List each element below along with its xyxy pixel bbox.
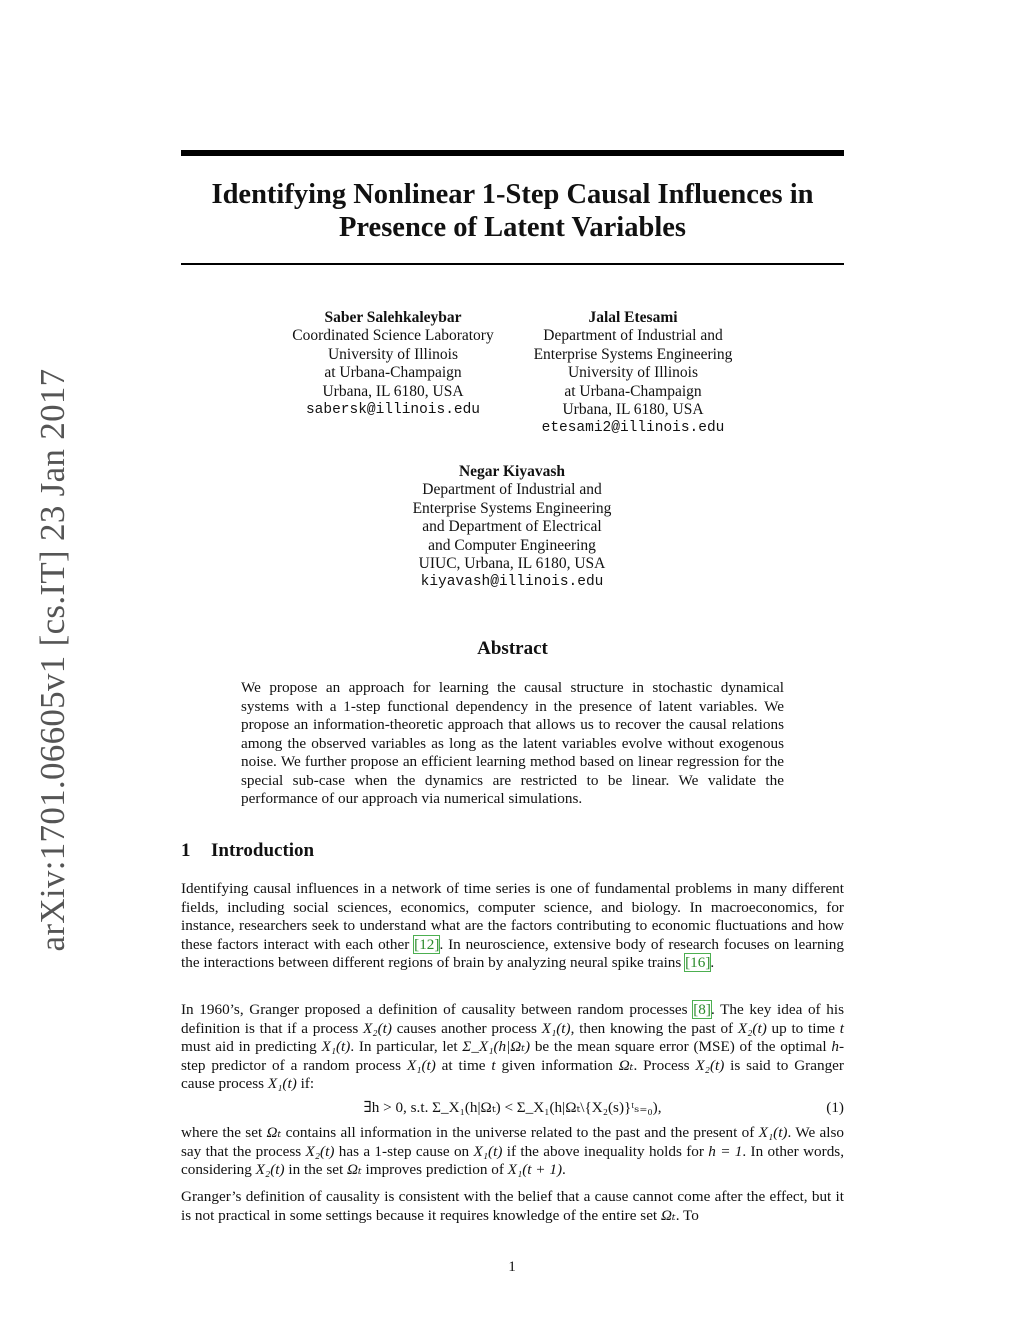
text-run: contains all information in the universe related to the past and the present of: [281, 1124, 759, 1141]
text-run: Identifying causal influences in a network of time series is one of fundamental problems in many different fields, including social sciences, economics, computer science, and biology. In macroeconomics, for instance, researchers seek to understand what are the factors contributing to economic fluctuations and how these factors interact with each other: [181, 880, 844, 953]
text-run: In 1960’s, Granger proposed a definition of causality between random processes: [181, 1001, 694, 1018]
title-rule-bottom: [181, 263, 844, 265]
citation-link[interactable]: [8]: [693, 1001, 711, 1018]
section-number: 1: [181, 840, 191, 861]
text-run: causes another process: [391, 1019, 542, 1037]
author-affiliation-line: Coordinated Science Laboratory: [292, 327, 494, 345]
title-rule-top: [181, 150, 844, 156]
author-affiliation-line: at Urbana-Champaign: [564, 382, 702, 400]
page-number: 1: [508, 1258, 516, 1275]
math-inline: Ωₜ: [618, 1056, 634, 1074]
text-run: . In other words, considering: [181, 1142, 844, 1178]
text-run: . In neuroscience, extensive body of research focuses on learning the interactions between different regions of brain by analyzing neural spike trains: [181, 935, 844, 971]
author-affiliation-line: Enterprise Systems Engineering: [533, 345, 733, 363]
math-inline: X₁(t): [321, 1038, 351, 1055]
text-run: in the set: [284, 1161, 347, 1178]
author-block-2: [502, 309, 764, 438]
text-run: is said to Granger cause process: [181, 1056, 844, 1092]
section-title: Introduction: [211, 840, 315, 861]
math-inline: X₂(t): [255, 1161, 285, 1178]
text-run: improves prediction of: [361, 1161, 508, 1178]
text-run: . In particular, let: [350, 1038, 463, 1055]
author-affiliation-line: University of Illinois: [567, 364, 699, 382]
paragraph-intro-4: [181, 1188, 844, 1225]
equation-number: (1): [826, 1099, 844, 1116]
paragraph-intro-1: [181, 880, 844, 973]
text-run: , then knowing the past of: [570, 1019, 738, 1037]
author-affiliation-line: Department of Industrial and: [543, 327, 723, 345]
math-inline: X₂(t): [305, 1142, 335, 1160]
math-inline: X₂(t): [737, 1019, 767, 1037]
text-run: -step predictor of a random process: [181, 1038, 844, 1074]
author-affiliation-line: University of Illinois: [327, 345, 459, 363]
text-run: must aid in predicting: [181, 1038, 322, 1055]
paragraph-intro-2: [181, 1001, 844, 1094]
text-run: .: [562, 1161, 566, 1178]
text-run: . We also say that the process: [181, 1124, 844, 1160]
text-run: at time: [435, 1056, 492, 1074]
section-heading: [181, 840, 314, 862]
text-run: if:: [296, 1075, 315, 1092]
abstract-heading: Abstract: [477, 638, 548, 659]
math-inline: X₁(t): [473, 1142, 503, 1160]
math-inline: t: [839, 1019, 844, 1037]
text-run: if the above inequality holds for: [502, 1142, 709, 1160]
math-inline: Ωₜ: [266, 1124, 282, 1141]
author-affiliation-line: Enterprise Systems Engineering: [412, 499, 612, 517]
arxiv-stamp: arXiv:1701.06605v1 [cs.IT] 23 Jan 2017: [33, 368, 72, 952]
text-run: be the mean square error (MSE) of the optimal: [530, 1038, 832, 1055]
math-inline: X₂(t): [363, 1019, 392, 1037]
text-run: . Process: [633, 1056, 696, 1074]
text-run: . The key idea of his definition is that if a process: [181, 1001, 844, 1037]
author-name: Jalal Etesami: [588, 309, 678, 326]
author-affiliation-line: and Computer Engineering: [428, 536, 596, 554]
author-block-1: [262, 309, 524, 419]
math-inline: t: [491, 1056, 496, 1074]
author-email[interactable]: etesami2@illinois.edu: [541, 420, 725, 437]
math-inline: X₁(t + 1): [507, 1161, 562, 1178]
math-inline: Σ_X₁(h|Ωₜ): [462, 1038, 531, 1055]
text-run: Granger’s definition of causality is consistent with the belief that a cause cannot come after the effect, but it is not practical in some settings because it requires knowledge of the entire set: [181, 1188, 844, 1224]
math-inline: X₁(t): [267, 1075, 297, 1092]
text-run: has a 1-step cause on: [334, 1142, 474, 1160]
citation-link[interactable]: [12]: [414, 935, 440, 953]
text-run: . To: [675, 1206, 699, 1224]
author-name: Saber Salehkaleybar: [324, 309, 462, 326]
text-run: where the set: [181, 1124, 267, 1141]
text-run: given information: [495, 1056, 619, 1074]
author-block-3: [362, 463, 662, 592]
author-email[interactable]: sabersk@illinois.edu: [305, 402, 481, 419]
author-affiliation-line: Department of Industrial and: [422, 481, 602, 499]
author-affiliation-line: Urbana, IL 6180, USA: [322, 382, 464, 400]
text-run: .: [710, 954, 715, 971]
title-line-1: Identifying Nonlinear 1-Step Causal Influences in: [211, 179, 814, 210]
math-inline: Ωₜ: [347, 1161, 362, 1178]
math-inline: h: [831, 1038, 839, 1055]
equation-body: ∃h > 0, s.t. Σ_X₁(h|Ωₜ) < Σ_X₁(h|Ωₜ\{X₂(s)}ᵗₛ₌₀),: [363, 1099, 662, 1116]
paragraph-intro-3: [181, 1124, 844, 1180]
math-inline: X₂(t): [695, 1056, 725, 1074]
title-line-2: Presence of Latent Variables: [339, 212, 686, 243]
author-name: Negar Kiyavash: [458, 463, 566, 480]
author-affiliation-line: and Department of Electrical: [422, 518, 602, 536]
paper-title: [181, 178, 844, 244]
math-inline: Ωₜ: [660, 1206, 676, 1224]
abstract-text: We propose an approach for learning the causal structure in stochastic dynamical systems with a 1-step functional dependency in the presence of latent variables. We propose an information-theoretic approach that allows us to recover the causal relations among the observed variables as long as the latent variables evolve without exogenous noise. We further propose an efficient learning method based on linear regression for the special sub-case when the dynamics are restricted to be linear. We validate the performance of our approach via numerical simulations.: [241, 679, 784, 807]
author-affiliation-line: UIUC, Urbana, IL 6180, USA: [418, 555, 606, 573]
text-run: up to time: [766, 1019, 840, 1037]
math-inline: X₁(t): [541, 1019, 571, 1037]
author-affiliation-line: at Urbana-Champaign: [324, 364, 462, 382]
citation-link[interactable]: [16]: [685, 954, 711, 971]
author-email[interactable]: kiyavash@illinois.edu: [420, 574, 604, 591]
math-inline: X₁(t): [406, 1056, 436, 1074]
math-inline: h = 1: [708, 1142, 743, 1160]
math-inline: X₁(t): [758, 1124, 788, 1141]
author-affiliation-line: Urbana, IL 6180, USA: [562, 401, 704, 419]
